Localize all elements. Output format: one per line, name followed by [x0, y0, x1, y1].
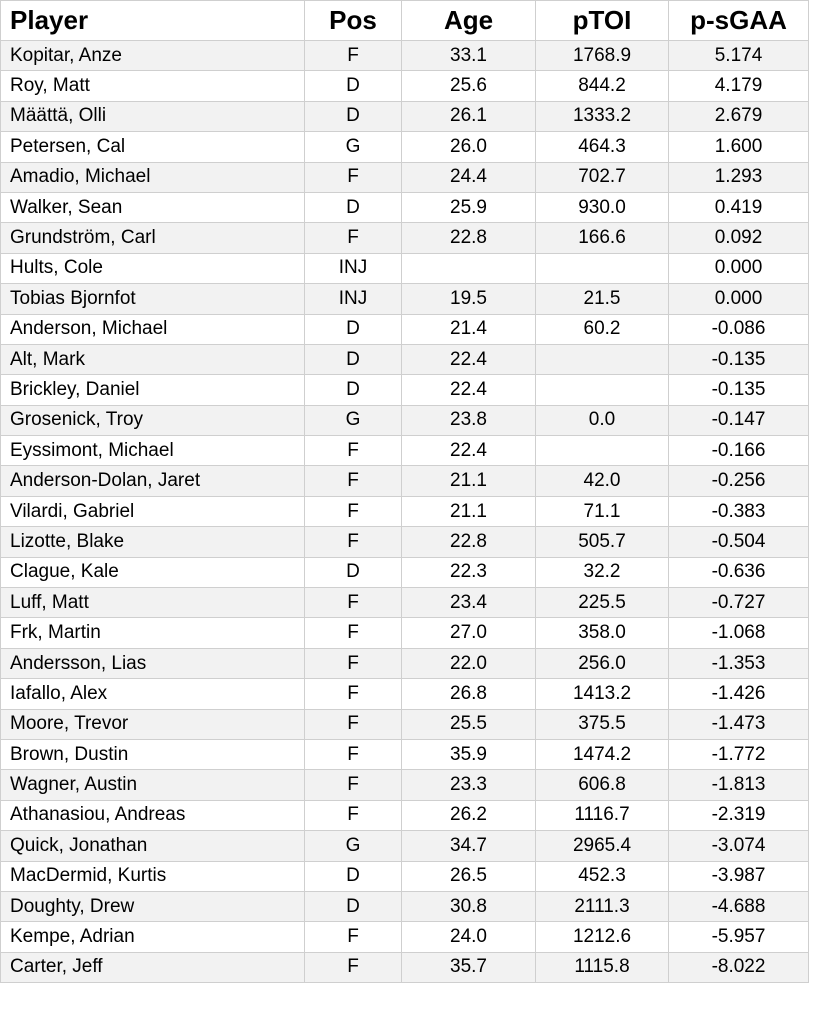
- ptoi-cell: 452.3: [536, 861, 669, 891]
- psgaa-cell: -0.727: [669, 588, 809, 618]
- ptoi-cell: 1768.9: [536, 41, 669, 71]
- table-row: [1, 253, 809, 283]
- table-row: [1, 223, 809, 253]
- player-name-cell: Athanasiou, Andreas: [1, 800, 305, 830]
- psgaa-cell: -1.353: [669, 648, 809, 678]
- table-row: [1, 648, 809, 678]
- psgaa-cell: -4.688: [669, 891, 809, 921]
- ptoi-cell: 505.7: [536, 527, 669, 557]
- table-row: [1, 41, 809, 71]
- player-name-cell: Frk, Martin: [1, 618, 305, 648]
- position-cell: D: [305, 861, 402, 891]
- psgaa-cell: 0.000: [669, 253, 809, 283]
- ptoi-cell: 1474.2: [536, 739, 669, 769]
- position-cell: F: [305, 648, 402, 678]
- ptoi-cell: 1333.2: [536, 101, 669, 131]
- psgaa-cell: -0.256: [669, 466, 809, 496]
- position-cell: F: [305, 588, 402, 618]
- header-player[interactable]: Player: [1, 1, 305, 41]
- age-cell: 25.9: [402, 192, 536, 222]
- psgaa-cell: 2.679: [669, 101, 809, 131]
- ptoi-cell: 702.7: [536, 162, 669, 192]
- age-cell: 22.8: [402, 223, 536, 253]
- age-cell: 33.1: [402, 41, 536, 71]
- position-cell: F: [305, 162, 402, 192]
- player-name-cell: Hults, Cole: [1, 253, 305, 283]
- ptoi-cell: 1212.6: [536, 922, 669, 952]
- ptoi-cell: [536, 253, 669, 283]
- age-cell: 26.2: [402, 800, 536, 830]
- header-row: [1, 1, 809, 41]
- psgaa-cell: 1.293: [669, 162, 809, 192]
- psgaa-cell: -1.772: [669, 739, 809, 769]
- position-cell: F: [305, 223, 402, 253]
- position-cell: F: [305, 739, 402, 769]
- psgaa-cell: -1.473: [669, 709, 809, 739]
- player-name-cell: Clague, Kale: [1, 557, 305, 587]
- position-cell: F: [305, 922, 402, 952]
- age-cell: [402, 253, 536, 283]
- header-age[interactable]: Age: [402, 1, 536, 41]
- player-name-cell: Doughty, Drew: [1, 891, 305, 921]
- position-cell: F: [305, 496, 402, 526]
- player-name-cell: Anderson, Michael: [1, 314, 305, 344]
- player-name-cell: Vilardi, Gabriel: [1, 496, 305, 526]
- player-name-cell: Tobias Bjornfot: [1, 284, 305, 314]
- table-row: [1, 192, 809, 222]
- psgaa-cell: -0.504: [669, 527, 809, 557]
- position-cell: F: [305, 709, 402, 739]
- ptoi-cell: 21.5: [536, 284, 669, 314]
- age-cell: 35.7: [402, 952, 536, 982]
- player-name-cell: Petersen, Cal: [1, 132, 305, 162]
- psgaa-cell: -1.813: [669, 770, 809, 800]
- ptoi-cell: 2111.3: [536, 891, 669, 921]
- age-cell: 30.8: [402, 891, 536, 921]
- player-name-cell: Moore, Trevor: [1, 709, 305, 739]
- player-name-cell: Roy, Matt: [1, 71, 305, 101]
- ptoi-cell: [536, 375, 669, 405]
- ptoi-cell: 60.2: [536, 314, 669, 344]
- position-cell: D: [305, 101, 402, 131]
- ptoi-cell: 1413.2: [536, 679, 669, 709]
- table-row: [1, 831, 809, 861]
- ptoi-cell: [536, 344, 669, 374]
- table-row: [1, 557, 809, 587]
- table-row: [1, 922, 809, 952]
- player-name-cell: Eyssimont, Michael: [1, 436, 305, 466]
- table-row: [1, 101, 809, 131]
- table-body: [1, 41, 809, 983]
- ptoi-cell: 844.2: [536, 71, 669, 101]
- table-row: [1, 588, 809, 618]
- age-cell: 23.8: [402, 405, 536, 435]
- psgaa-cell: -3.987: [669, 861, 809, 891]
- table-row: [1, 739, 809, 769]
- player-name-cell: Brickley, Daniel: [1, 375, 305, 405]
- position-cell: D: [305, 557, 402, 587]
- position-cell: F: [305, 41, 402, 71]
- table-row: [1, 861, 809, 891]
- age-cell: 21.1: [402, 466, 536, 496]
- table-row: [1, 952, 809, 982]
- player-name-cell: Lizotte, Blake: [1, 527, 305, 557]
- ptoi-cell: 464.3: [536, 132, 669, 162]
- age-cell: 26.1: [402, 101, 536, 131]
- age-cell: 22.4: [402, 436, 536, 466]
- psgaa-cell: 1.600: [669, 132, 809, 162]
- player-name-cell: Amadio, Michael: [1, 162, 305, 192]
- psgaa-cell: -0.166: [669, 436, 809, 466]
- player-name-cell: Alt, Mark: [1, 344, 305, 374]
- position-cell: G: [305, 405, 402, 435]
- header-pos[interactable]: Pos: [305, 1, 402, 41]
- psgaa-cell: 0.419: [669, 192, 809, 222]
- ptoi-cell: 0.0: [536, 405, 669, 435]
- position-cell: G: [305, 132, 402, 162]
- position-cell: G: [305, 831, 402, 861]
- player-name-cell: Quick, Jonathan: [1, 831, 305, 861]
- age-cell: 23.4: [402, 588, 536, 618]
- psgaa-cell: 5.174: [669, 41, 809, 71]
- age-cell: 27.0: [402, 618, 536, 648]
- psgaa-cell: 0.000: [669, 284, 809, 314]
- player-name-cell: Grundström, Carl: [1, 223, 305, 253]
- player-name-cell: Kempe, Adrian: [1, 922, 305, 952]
- age-cell: 22.8: [402, 527, 536, 557]
- player-name-cell: Grosenick, Troy: [1, 405, 305, 435]
- age-cell: 34.7: [402, 831, 536, 861]
- position-cell: F: [305, 679, 402, 709]
- position-cell: D: [305, 344, 402, 374]
- psgaa-cell: -0.383: [669, 496, 809, 526]
- table-row: [1, 466, 809, 496]
- table-row: [1, 770, 809, 800]
- table-row: [1, 71, 809, 101]
- age-cell: 26.8: [402, 679, 536, 709]
- age-cell: 22.0: [402, 648, 536, 678]
- player-name-cell: Iafallo, Alex: [1, 679, 305, 709]
- table-row: [1, 709, 809, 739]
- position-cell: F: [305, 800, 402, 830]
- table-row: [1, 496, 809, 526]
- psgaa-cell: -2.319: [669, 800, 809, 830]
- player-name-cell: Luff, Matt: [1, 588, 305, 618]
- psgaa-cell: 0.092: [669, 223, 809, 253]
- psgaa-cell: -5.957: [669, 922, 809, 952]
- ptoi-cell: 375.5: [536, 709, 669, 739]
- age-cell: 22.4: [402, 375, 536, 405]
- psgaa-cell: -0.147: [669, 405, 809, 435]
- age-cell: 26.5: [402, 861, 536, 891]
- player-name-cell: Anderson-Dolan, Jaret: [1, 466, 305, 496]
- ptoi-cell: 225.5: [536, 588, 669, 618]
- table-row: [1, 314, 809, 344]
- position-cell: D: [305, 375, 402, 405]
- position-cell: F: [305, 466, 402, 496]
- psgaa-cell: -0.135: [669, 344, 809, 374]
- header-psgaa[interactable]: p-sGAA: [669, 1, 809, 41]
- ptoi-cell: 2965.4: [536, 831, 669, 861]
- ptoi-cell: [536, 436, 669, 466]
- table-row: [1, 618, 809, 648]
- ptoi-cell: 166.6: [536, 223, 669, 253]
- player-name-cell: Kopitar, Anze: [1, 41, 305, 71]
- age-cell: 19.5: [402, 284, 536, 314]
- table-row: [1, 405, 809, 435]
- table-row: [1, 679, 809, 709]
- player-name-cell: MacDermid, Kurtis: [1, 861, 305, 891]
- position-cell: D: [305, 891, 402, 921]
- player-name-cell: Brown, Dustin: [1, 739, 305, 769]
- table-row: [1, 436, 809, 466]
- ptoi-cell: 71.1: [536, 496, 669, 526]
- header-ptoi[interactable]: pTOI: [536, 1, 669, 41]
- position-cell: F: [305, 770, 402, 800]
- psgaa-cell: -1.068: [669, 618, 809, 648]
- ptoi-cell: 256.0: [536, 648, 669, 678]
- ptoi-cell: 42.0: [536, 466, 669, 496]
- position-cell: D: [305, 314, 402, 344]
- psgaa-cell: -3.074: [669, 831, 809, 861]
- psgaa-cell: -8.022: [669, 952, 809, 982]
- age-cell: 35.9: [402, 739, 536, 769]
- position-cell: INJ: [305, 253, 402, 283]
- ptoi-cell: 358.0: [536, 618, 669, 648]
- position-cell: D: [305, 192, 402, 222]
- position-cell: F: [305, 618, 402, 648]
- ptoi-cell: 930.0: [536, 192, 669, 222]
- age-cell: 24.4: [402, 162, 536, 192]
- ptoi-cell: 1115.8: [536, 952, 669, 982]
- age-cell: 23.3: [402, 770, 536, 800]
- age-cell: 25.6: [402, 71, 536, 101]
- ptoi-cell: 606.8: [536, 770, 669, 800]
- player-name-cell: Carter, Jeff: [1, 952, 305, 982]
- age-cell: 22.3: [402, 557, 536, 587]
- table-header: [1, 1, 809, 41]
- ptoi-cell: 1116.7: [536, 800, 669, 830]
- player-name-cell: Wagner, Austin: [1, 770, 305, 800]
- age-cell: 25.5: [402, 709, 536, 739]
- table-row: [1, 132, 809, 162]
- player-name-cell: Andersson, Lias: [1, 648, 305, 678]
- age-cell: 21.4: [402, 314, 536, 344]
- psgaa-cell: -0.086: [669, 314, 809, 344]
- age-cell: 21.1: [402, 496, 536, 526]
- age-cell: 26.0: [402, 132, 536, 162]
- table-row: [1, 344, 809, 374]
- age-cell: 22.4: [402, 344, 536, 374]
- position-cell: INJ: [305, 284, 402, 314]
- table-row: [1, 800, 809, 830]
- position-cell: F: [305, 952, 402, 982]
- psgaa-cell: -0.135: [669, 375, 809, 405]
- age-cell: 24.0: [402, 922, 536, 952]
- table-row: [1, 891, 809, 921]
- table-row: [1, 162, 809, 192]
- position-cell: F: [305, 436, 402, 466]
- player-name-cell: Määttä, Olli: [1, 101, 305, 131]
- psgaa-cell: 4.179: [669, 71, 809, 101]
- table-row: [1, 375, 809, 405]
- psgaa-cell: -0.636: [669, 557, 809, 587]
- player-name-cell: Walker, Sean: [1, 192, 305, 222]
- position-cell: D: [305, 71, 402, 101]
- psgaa-cell: -1.426: [669, 679, 809, 709]
- ptoi-cell: 32.2: [536, 557, 669, 587]
- table-row: [1, 284, 809, 314]
- table-row: [1, 527, 809, 557]
- position-cell: F: [305, 527, 402, 557]
